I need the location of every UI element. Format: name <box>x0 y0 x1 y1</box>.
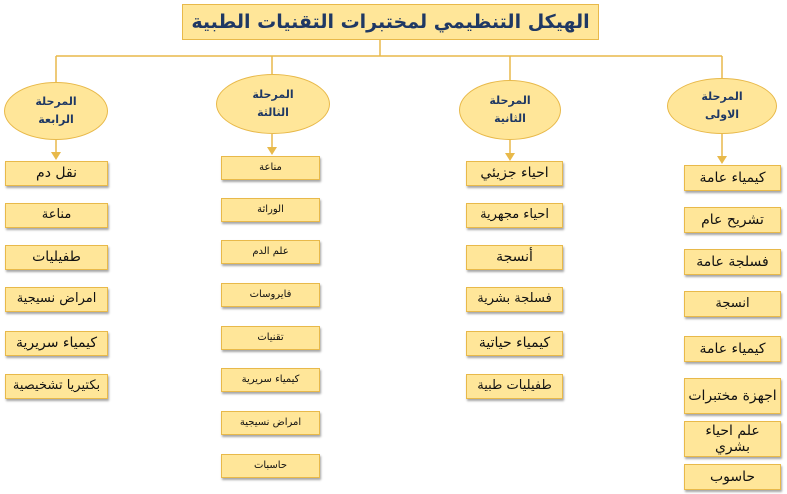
stage2-arrowhead-icon <box>505 153 515 161</box>
stage-4-item: مناعة <box>5 203 108 228</box>
stage-4-item: طفيليات <box>5 245 108 270</box>
stage-2-item: احياء مجهرية <box>466 203 563 228</box>
stage-3-item: الوراثة <box>221 198 320 222</box>
stage-1-item: فسلجة عامة <box>684 249 781 275</box>
stage-4-node: المرحلة الرابعة <box>4 82 108 140</box>
stage1-arrowhead-icon <box>717 156 727 164</box>
stage-4-item: بكتيريا تشخيصية <box>5 374 108 399</box>
stage-3-item: فايروسات <box>221 283 320 307</box>
stage-1-item: كيمياء عامة <box>684 165 781 191</box>
stage-4-item: كيمياء سريرية <box>5 331 108 356</box>
stage3-arrowhead-icon <box>267 147 277 155</box>
stage-1-item: علم احياء بشري <box>684 421 781 457</box>
stage-3-item: حاسبات <box>221 454 320 478</box>
stage-1-item: اجهزة مختبرات <box>684 378 781 414</box>
stage-3-item: علم الدم <box>221 240 320 264</box>
diagram-title: الهيكل التنظيمي لمختبرات التقنيات الطبية <box>182 4 599 40</box>
stage-4-item: نقل دم <box>5 161 108 186</box>
stage-3-item: كيمياء سريرية <box>221 368 320 392</box>
stage-2-item: أنسجة <box>466 245 563 270</box>
stage-2-item: طفيليات طبية <box>466 374 563 399</box>
stage-1-item: انسجة <box>684 291 781 317</box>
stage-2-node: المرحلة الثانية <box>459 80 561 140</box>
stage4-arrowhead-icon <box>51 152 61 160</box>
stage-2-item: كيمياء حياتية <box>466 331 563 356</box>
stage-3-node: المرحلة الثالثة <box>216 74 330 134</box>
stage-4-item: امراض نسيجية <box>5 287 108 312</box>
stage-1-item: حاسوب <box>684 464 781 490</box>
stage-2-item: احياء جزيئي <box>466 161 563 186</box>
stage-1-item: كيمياء عامة <box>684 336 781 362</box>
stage-1-item: تشريح عام <box>684 207 781 233</box>
stage-3-item: مناعة <box>221 156 320 180</box>
stage-3-item: امراض نسيجية <box>221 411 320 435</box>
stage-3-item: تقنيات <box>221 326 320 350</box>
stage-1-node: المرحلة الاولى <box>667 78 777 134</box>
stage-2-item: فسلجة بشرية <box>466 287 563 312</box>
